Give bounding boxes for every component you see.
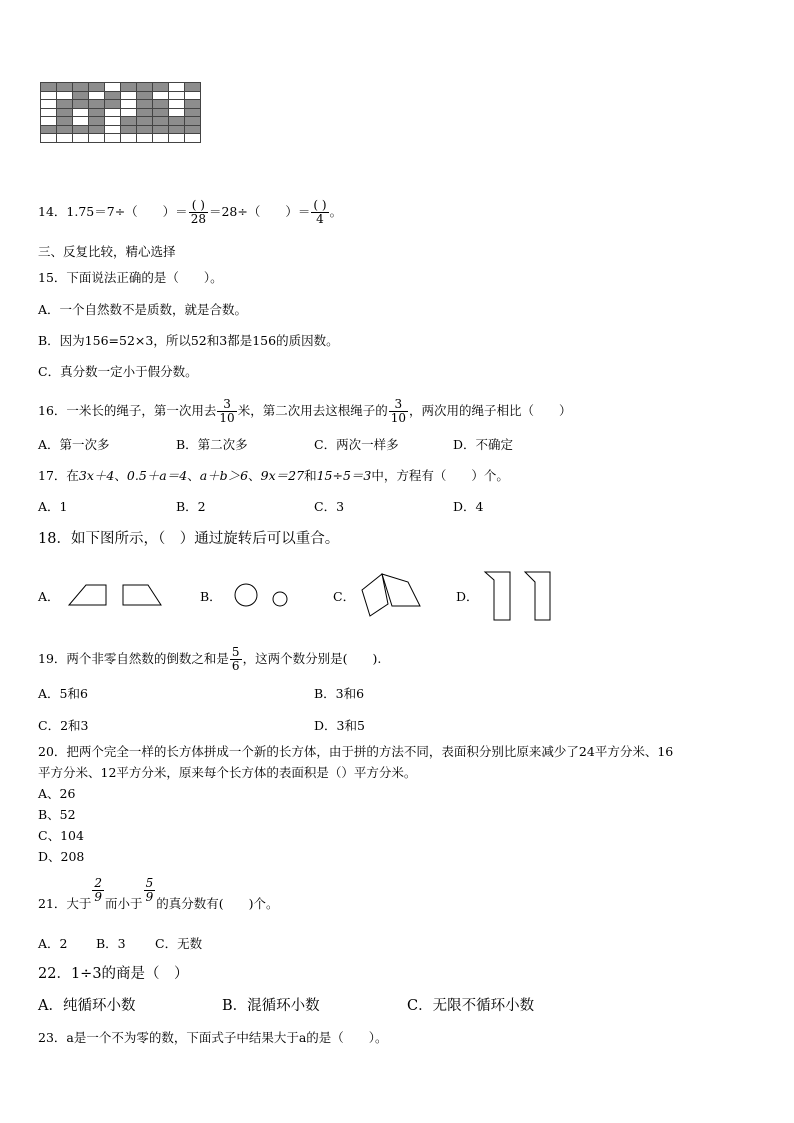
question-16-option-c: C．两次一样多 xyxy=(314,437,399,452)
grid-cell-filled xyxy=(57,100,73,109)
option-d-l-shapes-figure xyxy=(480,568,556,624)
question-17-option-d: D．4 xyxy=(453,499,484,514)
grid-cell-empty xyxy=(41,134,57,143)
grid-cell-filled xyxy=(137,100,153,109)
question-18-option-a-label: A． xyxy=(38,589,60,604)
grid-cell-empty xyxy=(121,91,137,100)
grid-cell-filled xyxy=(137,91,153,100)
question-18-stem: 18．如下图所示，（ ）通过旋转后可以重合。 xyxy=(38,531,340,547)
grid-cell-filled xyxy=(137,125,153,134)
question-20-option-c: C、104 xyxy=(38,828,84,843)
grid-cell-filled xyxy=(185,117,201,126)
grid-cell-filled xyxy=(89,83,105,92)
question-15-option-c: C．真分数一定小于假分数。 xyxy=(38,364,198,379)
fraction-3-10-a: $\frac{3}{10}$ xyxy=(219,397,235,425)
grid-cell-filled xyxy=(105,100,121,109)
grid-cell-empty xyxy=(169,134,185,143)
grid-cell-filled xyxy=(169,117,185,126)
grid-cell-empty xyxy=(105,125,121,134)
question-16-option-b: B．第二次多 xyxy=(176,437,248,452)
grid-cell-empty xyxy=(169,100,185,109)
question-16-stem: 16．一米长的绳子，第一次用去 $\frac{3}{10}$ 米，第二次用去这根绳子的 $\frac{3}{10}$ ，两次用的绳子相比（ ） xyxy=(38,397,572,425)
grid-cell-filled xyxy=(185,83,201,92)
grid-cell-empty xyxy=(41,117,57,126)
grid-cell-empty xyxy=(89,134,105,143)
question-22-option-a: A．纯循环小数 xyxy=(38,998,136,1014)
grid-cell-filled xyxy=(153,100,169,109)
fraction-5-9: $\frac{5}{9}$ xyxy=(145,876,154,904)
question-21-option-c: C．无数 xyxy=(155,936,203,951)
question-21-stem: 21．大于 $\frac{2}{9}$ 而小于 $\frac{5}{9}$ 的真分数有( )个。 xyxy=(38,876,279,911)
grid-cell-filled xyxy=(41,125,57,134)
fraction-blank-over-28: $\frac{( )}{28}$ xyxy=(190,198,206,226)
grid-cell-filled xyxy=(185,125,201,134)
grid-cell-empty xyxy=(153,134,169,143)
grid-cell-filled xyxy=(185,100,201,109)
grid-cell-empty xyxy=(105,134,121,143)
grid-row xyxy=(41,134,201,143)
question-22-option-c: C．无限不循环小数 xyxy=(407,998,535,1014)
option-a-trapezoids-figure xyxy=(66,580,166,610)
section-3-heading: 三、反复比较，精心选择 xyxy=(38,244,176,259)
question-18-option-b-label: B． xyxy=(200,589,222,604)
fraction-3-10-b: $\frac{3}{10}$ xyxy=(390,397,406,425)
grid-cell-empty xyxy=(169,83,185,92)
question-20-stem-line-1: 20．把两个完全一样的长方体拼成一个新的长方体，由于拼的方法不同，表面积分别比原来减少了24平方分米、16 xyxy=(38,744,674,759)
grid-row xyxy=(41,83,201,92)
question-17-option-c: C．3 xyxy=(314,499,345,514)
grid-row xyxy=(41,91,201,100)
grid-cell-empty xyxy=(73,108,89,117)
question-20-option-b: B、52 xyxy=(38,807,76,822)
grid-cell-empty xyxy=(121,108,137,117)
grid-cell-empty xyxy=(185,134,201,143)
grid-cell-filled xyxy=(89,100,105,109)
question-19-option-d: D．3和5 xyxy=(314,718,365,733)
grid-cell-filled xyxy=(121,83,137,92)
question-16-option-a: A．第一次多 xyxy=(38,437,110,452)
grid-cell-empty xyxy=(153,91,169,100)
question-20-stem-line-2: 平方分米、12平方分米，原来每个长方体的表面积是（）平方分米。 xyxy=(38,765,417,780)
grid-cell-empty xyxy=(41,91,57,100)
grid-cell-empty xyxy=(137,134,153,143)
grid-cell-filled xyxy=(57,83,73,92)
question-20-option-a: A、26 xyxy=(38,786,76,801)
question-22-option-b: B．混循环小数 xyxy=(222,998,320,1014)
question-17-option-a: A．1 xyxy=(38,499,68,514)
grid-cell-filled xyxy=(73,100,89,109)
grid-cell-filled xyxy=(89,108,105,117)
question-19-option-b: B．3和6 xyxy=(314,686,365,701)
grid-cell-empty xyxy=(121,100,137,109)
question-19-option-c: C．2和3 xyxy=(38,718,89,733)
grid-cell-filled xyxy=(41,83,57,92)
grid-cell-filled xyxy=(185,108,201,117)
grid-cell-filled xyxy=(169,125,185,134)
grid-cell-filled xyxy=(89,117,105,126)
fraction-5-6: $\frac{5}{6}$ xyxy=(231,645,240,673)
grid-cell-filled xyxy=(137,108,153,117)
grid-cell-empty xyxy=(89,91,105,100)
question-18-option-d-label: D． xyxy=(456,589,479,604)
fraction-blank-over-4: $\frac{( )}{4}$ xyxy=(313,198,327,226)
question-19-option-a: A．5和6 xyxy=(38,686,88,701)
grid-cell-empty xyxy=(73,117,89,126)
grid-cell-empty xyxy=(41,100,57,109)
grid-cell-filled xyxy=(89,125,105,134)
grid-cell-filled xyxy=(105,91,121,100)
grid-cell-filled xyxy=(137,83,153,92)
question-16-option-d: D．不确定 xyxy=(453,437,514,452)
option-c-rotated-shapes-figure xyxy=(358,568,424,620)
question-21-option-a: A．2 xyxy=(38,936,68,951)
grid-cell-filled xyxy=(121,125,137,134)
grid-cell-empty xyxy=(169,91,185,100)
question-15-option-b: B．因为156=52×3，所以52和3都是156的质因数。 xyxy=(38,333,339,348)
grid-row xyxy=(41,117,201,126)
question-17-option-b: B．2 xyxy=(176,499,206,514)
grid-cell-filled xyxy=(57,108,73,117)
grid-cell-empty xyxy=(105,83,121,92)
grid-cell-filled xyxy=(121,117,137,126)
grid-cell-empty xyxy=(105,108,121,117)
question-21-option-b: B．3 xyxy=(96,936,126,951)
grid-cell-filled xyxy=(73,125,89,134)
question-18-option-c-label: C． xyxy=(333,589,356,604)
grid-cell-filled xyxy=(153,108,169,117)
grid-cell-empty xyxy=(105,117,121,126)
grid-cell-filled xyxy=(57,117,73,126)
grid-row xyxy=(41,125,201,134)
grid-cell-empty xyxy=(185,91,201,100)
grid-cell-empty xyxy=(41,108,57,117)
grid-cell-filled xyxy=(153,83,169,92)
question-19-stem: 19．两个非零自然数的倒数之和是 $\frac{5}{6}$ ，这两个数分别是( ). xyxy=(38,645,382,673)
grid-cell-filled xyxy=(153,125,169,134)
grid-cell-filled xyxy=(57,125,73,134)
grid-cell-empty xyxy=(121,134,137,143)
grid-cell-empty xyxy=(73,134,89,143)
grid-cell-filled xyxy=(73,83,89,92)
question-14: 14．1.75＝7÷（ ）＝ $\frac{( )}{28}$ ＝28÷（ ）＝ $\frac{( )}{4}$ 。 xyxy=(38,198,343,226)
option-b-circles-figure xyxy=(232,580,292,612)
question-22-stem: 22．1÷3的商是（ ） xyxy=(38,966,189,982)
grid-cell-empty xyxy=(57,134,73,143)
question-17-stem: 17．在3x＋4、0.5＋a＝4、a＋b＞6、9x＝27和15÷5＝3中，方程有（ ）个。 xyxy=(38,468,509,483)
grid-cell-filled xyxy=(73,91,89,100)
question-23-stem: 23．a是一个不为零的数，下面式子中结果大于a的是（ ）。 xyxy=(38,1030,388,1045)
grid-cell-filled xyxy=(137,117,153,126)
grid-cell-filled xyxy=(153,117,169,126)
question-20-option-d: D、208 xyxy=(38,849,85,864)
question-15-stem: 15．下面说法正确的是（ ）。 xyxy=(38,270,223,285)
fraction-2-9: $\frac{2}{9}$ xyxy=(94,876,103,904)
grid-row xyxy=(41,108,201,117)
question-15-option-a: A．一个自然数不是质数，就是合数。 xyxy=(38,302,248,317)
grid-row xyxy=(41,100,201,109)
grid-cell-empty xyxy=(169,108,185,117)
grid-cell-empty xyxy=(57,91,73,100)
grid-figure xyxy=(40,82,201,143)
